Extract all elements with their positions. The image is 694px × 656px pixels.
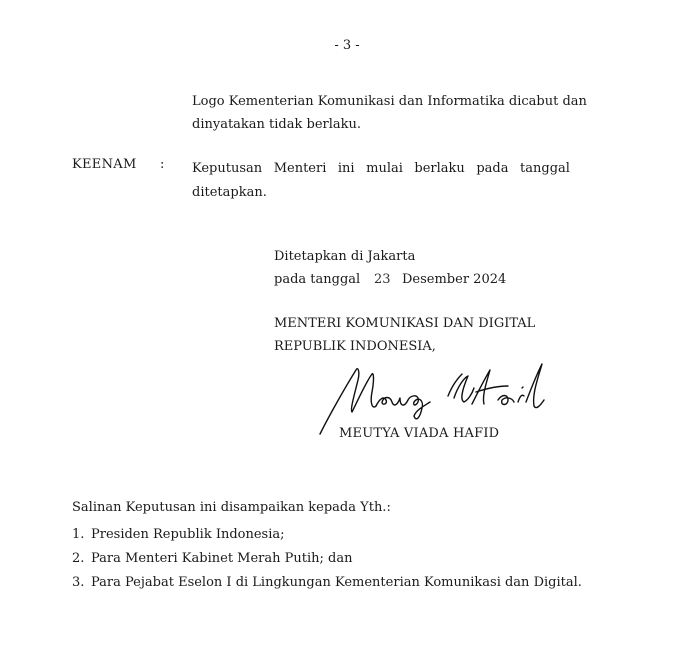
intro-paragraph-line-1: Logo Kementerian Komunikasi dan Informatika dicabut dan <box>192 94 587 109</box>
article-word: ini <box>337 161 355 176</box>
enactment-date-day: 23 <box>374 272 391 287</box>
article-text-line-2: ditetapkan. <box>192 185 267 200</box>
intro-paragraph-line-2: dinyatakan tidak berlaku. <box>192 117 362 132</box>
article-word: tanggal <box>520 161 570 176</box>
enactment-block <box>274 245 506 291</box>
minister-title <box>274 312 535 358</box>
page-number: - 3 - <box>334 38 360 53</box>
minister-title-line-1: MENTERI KOMUNIKASI DAN DIGITAL <box>274 316 536 331</box>
enactment-date-label: pada tanggal <box>274 272 361 287</box>
article-text-keenam <box>192 157 570 205</box>
list-item-text: Para Pejabat Eselon I di Lingkungan Kementerian Komunikasi dan Digital. <box>91 575 582 590</box>
signer-name: MEUTYA VIADA HAFID <box>339 426 500 441</box>
enactment-date <box>274 268 506 291</box>
list-item-number: 3. <box>72 575 85 590</box>
list-item <box>72 571 582 595</box>
copies-list <box>72 523 582 595</box>
list-item-text: Para Menteri Kabinet Merah Putih; dan <box>91 551 353 566</box>
list-item <box>72 523 582 547</box>
article-colon: : <box>160 157 165 172</box>
article-text-line-1 <box>192 157 570 181</box>
intro-paragraph <box>192 90 587 136</box>
article-word: mulai <box>366 161 403 176</box>
list-item-number: 2. <box>72 551 85 566</box>
article-word: pada <box>476 161 509 176</box>
article-word: Menteri <box>273 161 327 176</box>
enactment-place: Ditetapkan di Jakarta <box>274 249 416 264</box>
list-item-text: Presiden Republik Indonesia; <box>91 527 285 542</box>
list-item-number: 1. <box>72 527 85 542</box>
article-word: berlaku <box>414 161 465 176</box>
list-item <box>72 547 582 571</box>
copies-intro: Salinan Keputusan ini disampaikan kepada Yth.: <box>72 500 391 515</box>
article-word: Keputusan <box>192 161 263 176</box>
article-label-keenam: KEENAM <box>72 157 137 172</box>
enactment-date-month-year: Desember 2024 <box>402 272 507 287</box>
minister-title-line-2: REPUBLIK INDONESIA, <box>274 339 436 354</box>
